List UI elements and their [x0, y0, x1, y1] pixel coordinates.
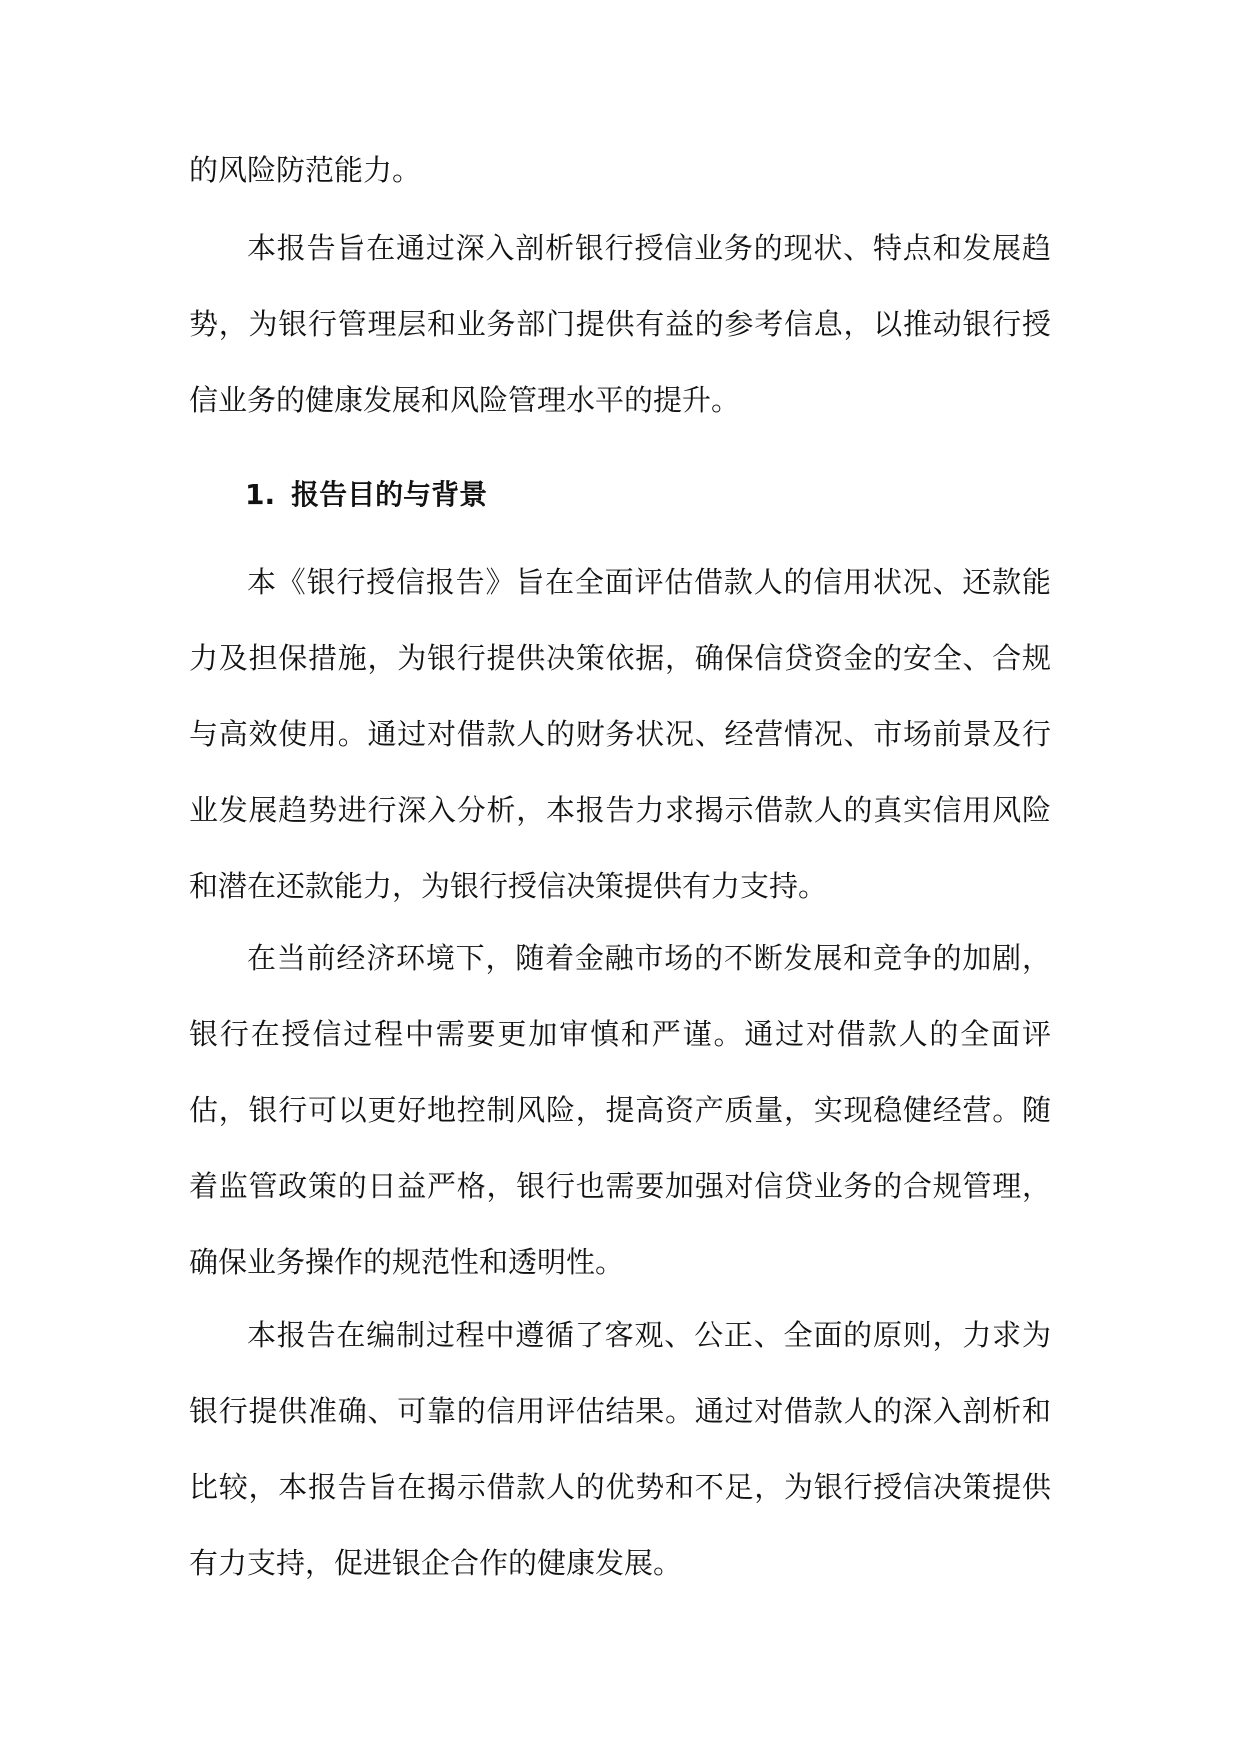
paragraph-report-purpose-summary: 本报告旨在通过深入剖析银行授信业务的现状、特点和发展趋势，为银行管理层和业务部门提供有益的参考信息，以推动银行授信业务的健康发展和风险管理水平的提升。	[189, 231, 1051, 417]
paragraph-report-objective: 本《银行授信报告》旨在全面评估借款人的信用状况、还款能力及担保措施，为银行提供决策依据，确保信贷资金的安全、合规与高效使用。通过对借款人的财务状况、经营情况、市场前景及行业发展趋势进行深入分析，本报告力求揭示借款人的真实信用风险和潜在还款能力，为银行授信决策提供有力支持。	[189, 565, 1051, 903]
paragraph-continuation: 的风险防范能力。	[189, 153, 422, 187]
section-title: 报告目的与背景	[291, 478, 488, 511]
paragraph-principles: 本报告在编制过程中遵循了客观、公正、全面的原则，力求为银行提供准确、可靠的信用评估结果。通过对借款人的深入剖析和比较，本报告旨在揭示借款人的优势和不足，为银行授信决策提供有力支持，促进银企合作的健康发展。	[189, 1318, 1051, 1580]
section-number: 1.	[245, 478, 276, 511]
section-heading	[245, 470, 487, 520]
paragraph-economic-background: 在当前经济环境下，随着金融市场的不断发展和竞争的加剧，银行在授信过程中需要更加审慎和严谨。通过对借款人的全面评估，银行可以更好地控制风险，提高资产质量，实现稳健经营。随着监管政策的日益严格，银行也需要加强对信贷业务的合规管理，确保业务操作的规范性和透明性。	[189, 941, 1051, 1279]
